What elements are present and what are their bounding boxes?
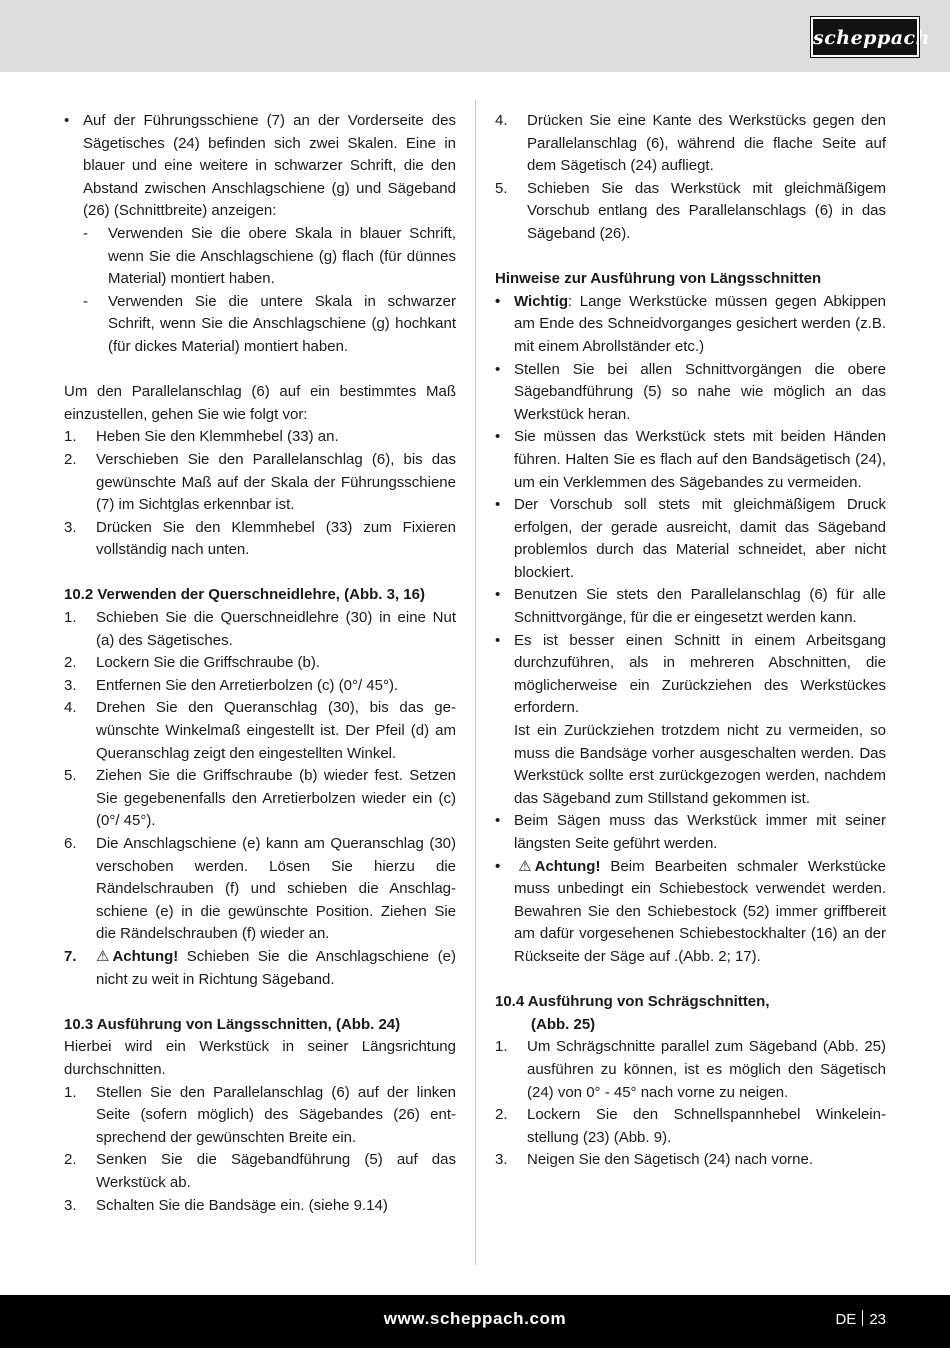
list-item: 1. Stellen Sie den Parallelanschlag (6) auf der linken Seite (sofern möglich) des Sägebandes (26) entsprechend der gewünschten Breite ein. <box>64 1083 456 1146</box>
list-item: 3. Drücken Sie den Klemmhebel (33) zum Fixieren vollständig nach unten. <box>64 518 456 559</box>
list-item: 3. Entfernen Sie den Arretierbolzen (c) (0°/ 45°). <box>64 676 399 694</box>
left-column <box>64 110 456 1217</box>
section-heading-cont: (Abb. 25) <box>531 1015 596 1033</box>
paragraph: Um den Parallelanschlag (6) auf ein bestimmtes Maß einzustellen, gehen Sie wie folgt vor: <box>64 383 456 423</box>
list-item: 2. Lockern Sie den Schnellspannhebel Winkeleinstellung (23) (Abb. 9). <box>495 1106 886 1146</box>
list-item: 2. Senken Sie die Sägebandführung (5) auf das Werkstück ab. <box>64 1151 456 1191</box>
bullet-icon: • <box>495 496 501 514</box>
list-item: 1. Schieben Sie die Querschneidlehre (30) in eine Nut (a) des Sägetisches. <box>64 609 456 649</box>
list-item: • Beim Sägen muss das Werkstück immer mit seiner längsten Seite geführt werden. <box>495 810 886 855</box>
list-item: • Wichtig: Lange Werkstücke müssen gegen Abkippen am Ende des Schneidvorganges gesichert werden (z.B. mit einem Abrollständer etc.) <box>495 291 886 359</box>
right-column <box>495 110 886 1172</box>
sub-list-item: - Verwenden Sie die obere Skala in blauer Schrift, wenn Sie die Anschlagschiene (g) flach (für dünnes Material) montiert haben. <box>83 224 456 288</box>
list-item: • Auf der Führungsschiene (7) an der Vorderseite des Sägetisches (24) befinden sich zwei Skalen. Eine in blauer und eine weitere in schwarzer Schrift, die den Abstand zwischen Anschlagschiene (g) und Sägeband (26) (Schnittbreite) anzeigen: <box>64 110 456 223</box>
bullet-icon: • <box>495 857 501 875</box>
list-item: • Sie müssen das Werkstück stets mit beiden Händen führen. Halten Sie es flach auf den Bandsägetisch (24), um ein Verklemmen des Sägebandes zu vermeiden. <box>495 426 886 494</box>
header-bar <box>0 0 950 72</box>
sub-list-item: - Verwenden Sie die untere Skala in schwarzer Schrift, wenn Sie die Anschlagschiene (g) hochkant (für dickes Material) montiert haben. <box>83 292 456 355</box>
website-link[interactable]: www.scheppach.com <box>383 1309 567 1328</box>
list-item: 5. Ziehen Sie die Griffschraube (b) wieder fest. Setzen Sie gegebenenfalls den Arretierbolzen wieder ein (c) (0°/ 45°). <box>64 767 456 830</box>
list-item: • Benutzen Sie stets den Parallelanschlag (6) für alle Schnittvorgänge, für die er eingesetzt werden kann. <box>495 584 886 629</box>
bullet-icon: • <box>495 631 501 649</box>
list-item: • Der Vorschub soll stets mit gleichmäßigem Druck erfolgen, der gerade ausreicht, damit das Sägeband problemlos durch das Material schneidet, aber nicht blockiert. <box>495 494 886 584</box>
list-item: • Stellen Sie bei allen Schnittvorgängen die obere Sägebandführung (5) so nahe wie möglich an das Werkstück heran. <box>495 359 886 427</box>
list-item: 4. Drücken Sie eine Kante des Werkstücks gegen den Parallelanschlag (6), während die flache Seite auf dem Sägetisch (24) aufliegt. <box>495 112 886 175</box>
list-item: 3. Neigen Sie den Sägetisch (24) nach vorne. <box>495 1151 814 1169</box>
list-item: • ⚠ Achtung! Beim Bearbeiten schmaler Werkstücke muss unbedingt ein Schiebestock verwendet werden. Bewahren Sie den Schiebestock (52) immer griffbereit am dafür vorgesehenen Schiebestockhalter (16) an der Rückseite der Säge auf .(Abb. 2; 17). <box>495 856 886 969</box>
warning-icon: ⚠ <box>514 857 532 875</box>
bullet-icon: • <box>64 112 70 129</box>
list-item: 4. Drehen Sie den Queranschlag (30), bis das gewünschte Winkelmaß eingestellt ist. Der Pfeil (d) am Queranschlag zeigt den eingestellten Winkel. <box>64 699 456 762</box>
section-heading: Hinweise zur Ausführung von Längsschnitten <box>495 270 822 288</box>
list-item: 3. Schalten Sie die Bandsäge ein. (siehe 9.14) <box>64 1196 388 1214</box>
bullet-icon: • <box>495 812 501 830</box>
bullet-icon: • <box>495 586 501 604</box>
warning-icon: ⚠ <box>96 947 110 965</box>
brand-logo: scheppach <box>811 17 919 57</box>
bullet-icon: • <box>495 292 501 310</box>
section-heading: 10.4 Ausführung von Schrägschnitten, <box>495 993 770 1011</box>
list-item: 7. ⚠ Achtung! Schieben Sie die Anschlagschiene (e) nicht zu weit in Richtung Sägeband. <box>64 947 456 988</box>
footer-bar <box>0 1295 950 1348</box>
column-divider <box>475 100 476 1265</box>
list-item: • Es ist besser einen Schnitt in einem Arbeitsgang durchzuführen, als in mehreren Abschnitten, die möglicherweise ein Zurückziehen des Werkstückes erfordern. Ist ein Zurückziehen trotzdem nicht zu vermeiden, so muss die Bandsäge vorher ausgeschalten werden. Das Werkstück sollte erst zurückgezogen werden, nachdem das Sägeband zum Stillstand gekommen ist. <box>495 630 886 811</box>
section-heading: 10.2 Verwenden der Querschneidlehre, (Abb. 3, 16) <box>64 586 425 604</box>
list-item: 2. Lockern Sie die Griffschraube (b). <box>64 654 320 672</box>
list-item: 5. Schieben Sie das Werkstück mit gleichmäßigem Vorschub entlang des Parallelanschlags (6) in das Sägeband (26). <box>495 179 886 242</box>
list-item: 1. Um Schrägschnitte parallel zum Sägeband (Abb. 25) ausführen zu können, ist es möglich den Sägetisch (24) von 0° - 45° nach vorne zu neigen. <box>495 1038 886 1101</box>
list-item: 2. Verschieben Sie den Parallelanschlag (6), bis das gewünschte Maß auf der Skala der Führungsschiene (7) im Sichtglas erkennbar ist. <box>64 450 456 514</box>
list-item: 1. Heben Sie den Klemmhebel (33) an. <box>64 428 339 446</box>
list-item: 6. Die Anschlagschiene (e) kann am Queranschlag (30) verschoben werden. Lösen Sie hierzu die Rändelschrauben (f) und schieben die Anschlagschiene (e) in die gewünschte Position. Ziehen Sie die Rändelschrauben (f) wieder an. <box>64 835 456 943</box>
section-heading: 10.3 Ausführung von Längsschnitten, (Abb. 24) <box>64 1015 401 1033</box>
page-number: DE 23 <box>835 1311 886 1328</box>
bullet-icon: • <box>495 360 501 378</box>
bullet-icon: • <box>495 428 501 446</box>
paragraph: Hierbei wird ein Werkstück in seiner Längsrichtung durchschnitten. <box>64 1038 456 1078</box>
